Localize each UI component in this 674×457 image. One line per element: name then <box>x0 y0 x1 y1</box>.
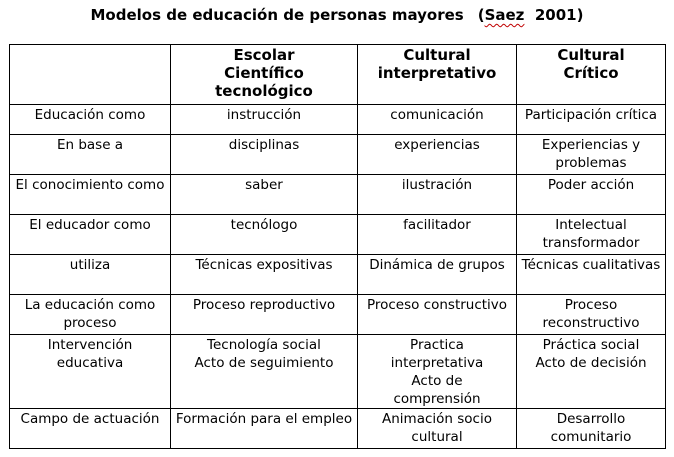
education-models-table <box>9 44 666 449</box>
row-label: La educación como proceso <box>10 295 171 335</box>
title-source: (Saez 2001) <box>477 6 584 24</box>
page-title <box>0 6 674 24</box>
cell-interpretativo: Animación socio cultural <box>358 409 517 449</box>
row-label: Campo de actuación <box>10 409 171 449</box>
table-row <box>10 105 666 135</box>
row-label: Intervención educativa <box>10 335 171 409</box>
table-row <box>10 255 666 295</box>
cell-escolar: Proceso reproductivo <box>171 295 358 335</box>
header-cell-empty <box>10 45 171 105</box>
cell-escolar: Tecnología social Acto de seguimiento <box>171 335 358 409</box>
row-label: En base a <box>10 135 171 175</box>
cell-interpretativo: Proceso constructivo <box>358 295 517 335</box>
cell-escolar: Técnicas expositivas <box>171 255 358 295</box>
cell-escolar: instrucción <box>171 105 358 135</box>
table-row <box>10 135 666 175</box>
row-label: El conocimiento como <box>10 175 171 215</box>
cell-critico: Participación crítica <box>517 105 666 135</box>
table-row <box>10 335 666 409</box>
row-label: El educador como <box>10 215 171 255</box>
row-label: utiliza <box>10 255 171 295</box>
row-label: Educación como <box>10 105 171 135</box>
cell-escolar: saber <box>171 175 358 215</box>
cell-interpretativo: ilustración <box>358 175 517 215</box>
header-cell-interpretativo: Cultural interpretativo <box>358 45 517 105</box>
table-header-row <box>10 45 666 105</box>
table-row <box>10 409 666 449</box>
table-row <box>10 295 666 335</box>
cell-interpretativo: facilitador <box>358 215 517 255</box>
cell-critico: Desarrollo comunitario <box>517 409 666 449</box>
table-row <box>10 175 666 215</box>
spellcheck-underlined-word: Saez <box>484 6 525 24</box>
cell-interpretativo: Dinámica de grupos <box>358 255 517 295</box>
cell-critico: Proceso reconstructivo <box>517 295 666 335</box>
cell-interpretativo: experiencias <box>358 135 517 175</box>
cell-critico: Experiencias y problemas <box>517 135 666 175</box>
cell-critico: Poder acción <box>517 175 666 215</box>
cell-critico: Técnicas cualitativas <box>517 255 666 295</box>
cell-interpretativo: comunicación <box>358 105 517 135</box>
header-cell-escolar: Escolar Científico tecnológico <box>171 45 358 105</box>
cell-escolar: disciplinas <box>171 135 358 175</box>
cell-escolar: tecnólogo <box>171 215 358 255</box>
header-cell-critico: Cultural Crítico <box>517 45 666 105</box>
cell-escolar: Formación para el empleo <box>171 409 358 449</box>
cell-interpretativo: Practica interpretativa Acto de comprensión <box>358 335 517 409</box>
cell-critico: Intelectual transformador <box>517 215 666 255</box>
title-main: Modelos de educación de personas mayores <box>90 6 464 24</box>
table-row <box>10 215 666 255</box>
cell-critico: Práctica social Acto de decisión <box>517 335 666 409</box>
